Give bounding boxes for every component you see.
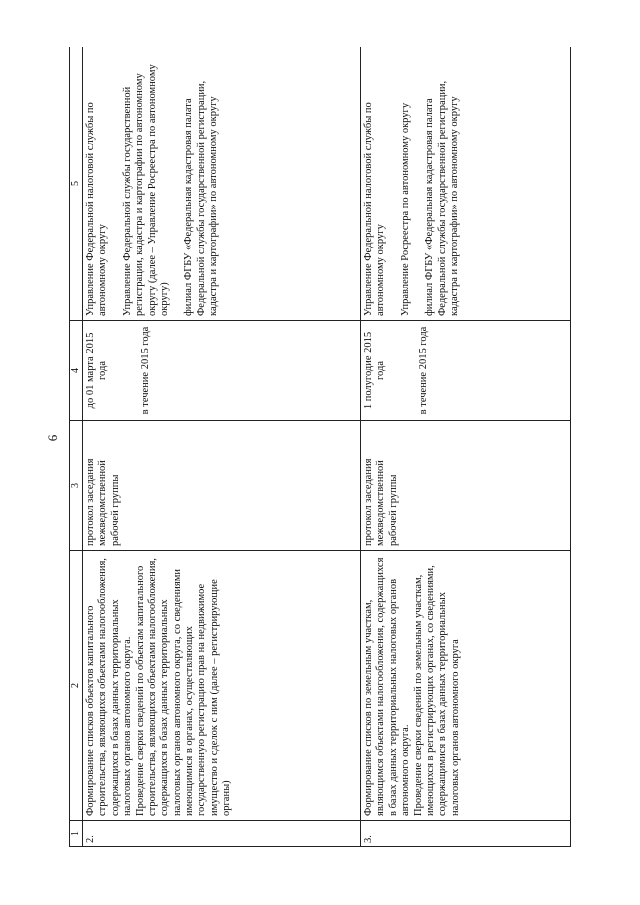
- plan-table: [69, 47, 571, 847]
- responsible-text: Управление Федеральной налоговой службы по автономному округу: [85, 102, 109, 316]
- term-text: в течение 2015 года: [417, 326, 429, 415]
- header-row: [70, 47, 83, 847]
- responsible-text: филиал ФГБУ «Федеральная кадастровая палата Федеральной службы государственной регистрации, кадастра и картографии» по автономному округу: [183, 80, 219, 316]
- action-text: Проведение сверки сведений по объектам капитального строительства, являющихся объектами налогообложения, содержащихся в базах данных территориальных налоговых органов автономного округа, со сведениями имеющимися в органах, осуществляющих государственную регистрацию прав на недвижимое имущество и сделок с ним (далее – регистрирующие органы): [134, 558, 233, 816]
- action-text: Проведение сверки сведений по земельным участкам, имеющихся в регистрирующих органах, со сведениями, содержащимися в базах данных территориальных налоговых органов автономного округа: [412, 565, 461, 816]
- action-text: Формирование списков по земельным участкам, являющимся объектами налогообложения, содержащихся в базах данных территориальных налоговых органов автономного округа.: [363, 557, 412, 816]
- responsible-text: Управление Росреестра по автономному округу: [399, 102, 411, 316]
- result-cell: [83, 421, 361, 551]
- responsible-text: Управление Федеральной службы государственной регистрации, кадастра и картографии по автономному округу (далее – Управление Росреестра по автономному округу): [121, 64, 170, 316]
- row-number: 2.: [83, 821, 361, 847]
- header-cell-1: 1: [70, 821, 83, 847]
- term-cell: [361, 321, 571, 421]
- result-cell: [361, 421, 571, 551]
- action-cell: [361, 551, 571, 821]
- action-text: Формирование списков объектов капитального строительства, являющихся объектами налогообложения, содержащихся в базах данных территориальных налоговых органов автономного округа.: [85, 558, 134, 816]
- header-cell-3: 3: [70, 421, 83, 551]
- result-text: протокол заседания межведомственной рабочей группы: [85, 458, 121, 546]
- responsible-cell: [83, 47, 361, 321]
- term-text: в течение 2015 года: [139, 326, 151, 415]
- document-sheet: [69, 47, 571, 847]
- row-number: 3.: [361, 821, 571, 847]
- responsible-cell: [361, 47, 571, 321]
- header-cell-2: 2: [70, 551, 83, 821]
- table-row: [361, 47, 571, 847]
- header-cell-5: 5: [70, 47, 83, 321]
- term-cell: [83, 321, 361, 421]
- rotated-table-wrapper: [69, 47, 571, 847]
- responsible-text: филиал ФГБУ «Федеральная кадастровая палата Федеральной службы государственной регистрации, кадастра и картографии» по автономному округу: [424, 80, 460, 316]
- header-cell-4: 4: [70, 321, 83, 421]
- page-number: 6: [45, 434, 60, 442]
- term-text: 1 полугодие 2015 года: [363, 331, 387, 410]
- responsible-text: Управление Федеральной налоговой службы по автономному округу: [363, 102, 387, 316]
- table-row: [83, 47, 361, 847]
- term-text: до 01 марта 2015 года: [85, 332, 109, 409]
- action-cell: [83, 551, 361, 821]
- result-text: протокол заседания межведомственной рабочей группы: [363, 458, 399, 546]
